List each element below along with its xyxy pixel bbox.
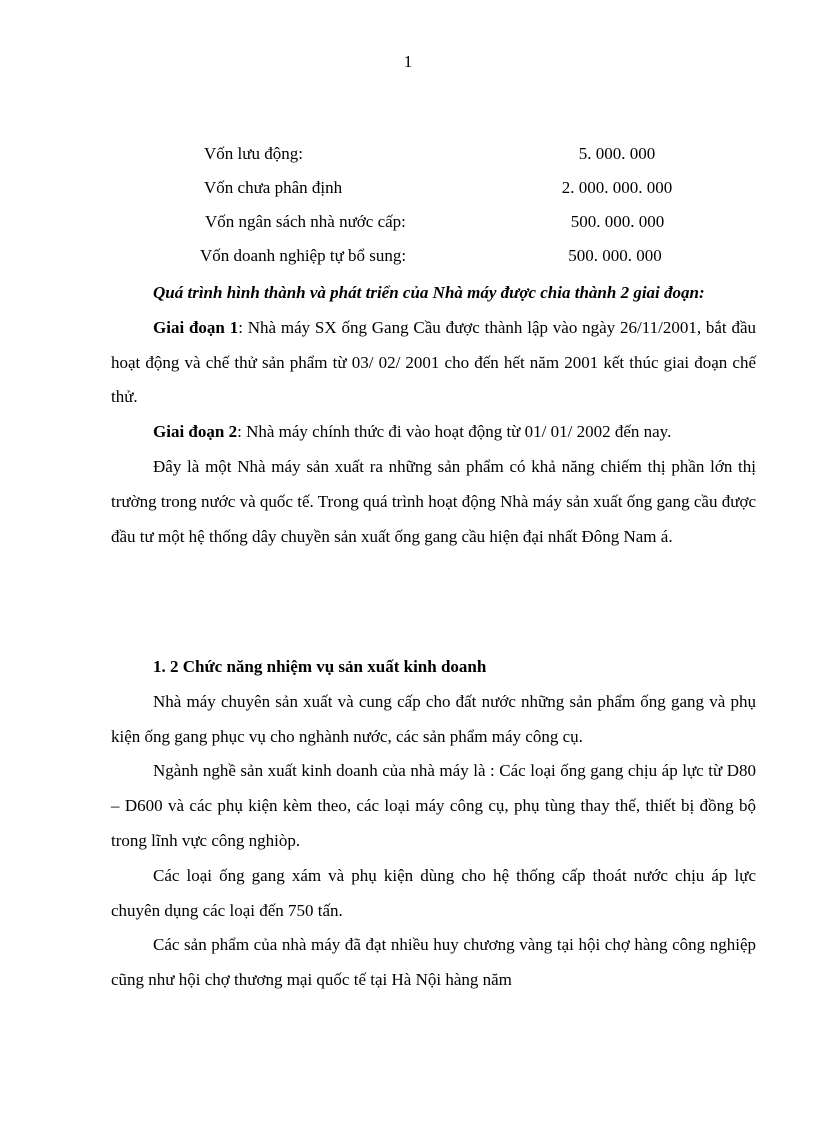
capital-label: Vốn chưa phân định: [204, 178, 343, 197]
body-paragraph: Ngành nghề sản xuất kinh doanh của nhà máy là : Các loại ống gang chịu áp lực từ D80 – D600 và các phụ kiện kèm theo, các loại máy công cụ, phụ tùng thay thế, thiết bị đồng bộ trong lĩnh vực công nghiòp.: [111, 761, 756, 850]
stage-2-label: Giai đoạn 2: [153, 422, 238, 442]
capital-value: 500. 000. 000: [570, 212, 665, 231]
stage-2-paragraph: [111, 415, 756, 450]
capital-label: Vốn ngân sách nhà nước cấp:: [205, 212, 406, 231]
capital-value: 2. 000. 000. 000: [561, 178, 673, 197]
capital-row: [200, 245, 700, 279]
history-block: [111, 276, 756, 554]
stage-1-paragraph: [111, 311, 756, 415]
section-block: [111, 650, 756, 998]
intro-paragraph: Đây là một Nhà máy sản xuất ra những sản phẩm có khả năng chiếm thị phần lớn thị trường trong nước và quốc tế. Trong quá trình hoạt động Nhà máy sản xuất ống gang cầu được đầu tư một hệ thống dây chuyền sản xuất ống gang cầu hiện đại nhất Đông Nam á.: [111, 456, 756, 546]
capital-label: Vốn doanh nghiệp tự bổ sung:: [200, 246, 407, 265]
capital-value: 5. 000. 000: [578, 144, 656, 163]
body-paragraph: Các sản phẩm của nhà máy đã đạt nhiều huy chương vàng tại hội chợ hàng công nghiệp cũng như hội chợ thương mại quốc tế tại Hà Nội hàng năm: [111, 935, 756, 990]
stage-2-text: : Nhà máy chính thức đi vào hoạt động từ 01/ 01/ 2002 đến nay.: [237, 422, 672, 442]
capital-row: [200, 143, 700, 177]
stage-1-text: : Nhà máy SX ống Gang Cầu được thành lập vào ngày 26/11/2001, bắt đầu hoạt động và chế thử sản phẩm từ 03/ 02/ 2001 cho đến hết năm 2001 kết thúc giai đoạn chế thử.: [111, 317, 756, 407]
capital-row: [200, 177, 700, 211]
capital-row: [200, 211, 700, 245]
section-heading: 1. 2 Chức năng nhiệm vụ sản xuất kinh doanh: [153, 657, 487, 676]
capital-label: Vốn lưu động:: [204, 144, 303, 163]
body-paragraph: Nhà máy chuyên sản xuất và cung cấp cho đất nước những sản phẩm ống gang và phụ kiện ống gang phục vụ cho nghành nước, các sản phẩm máy công cụ.: [111, 691, 756, 746]
stage-1-label: Giai đoạn 1: [153, 317, 239, 337]
history-heading: Quá trình hình thành và phát triển của Nhà máy được chia thành 2 giai đoạn:: [153, 283, 705, 302]
page-number: 1: [403, 52, 413, 71]
body-paragraph: Các loại ống gang xám và phụ kiện dùng cho hệ thống cấp thoát nước chịu áp lực chuyên dụng các loại đến 750 tấn.: [111, 865, 756, 920]
capital-value: 500. 000. 000: [568, 246, 662, 265]
capital-table: [200, 143, 700, 279]
